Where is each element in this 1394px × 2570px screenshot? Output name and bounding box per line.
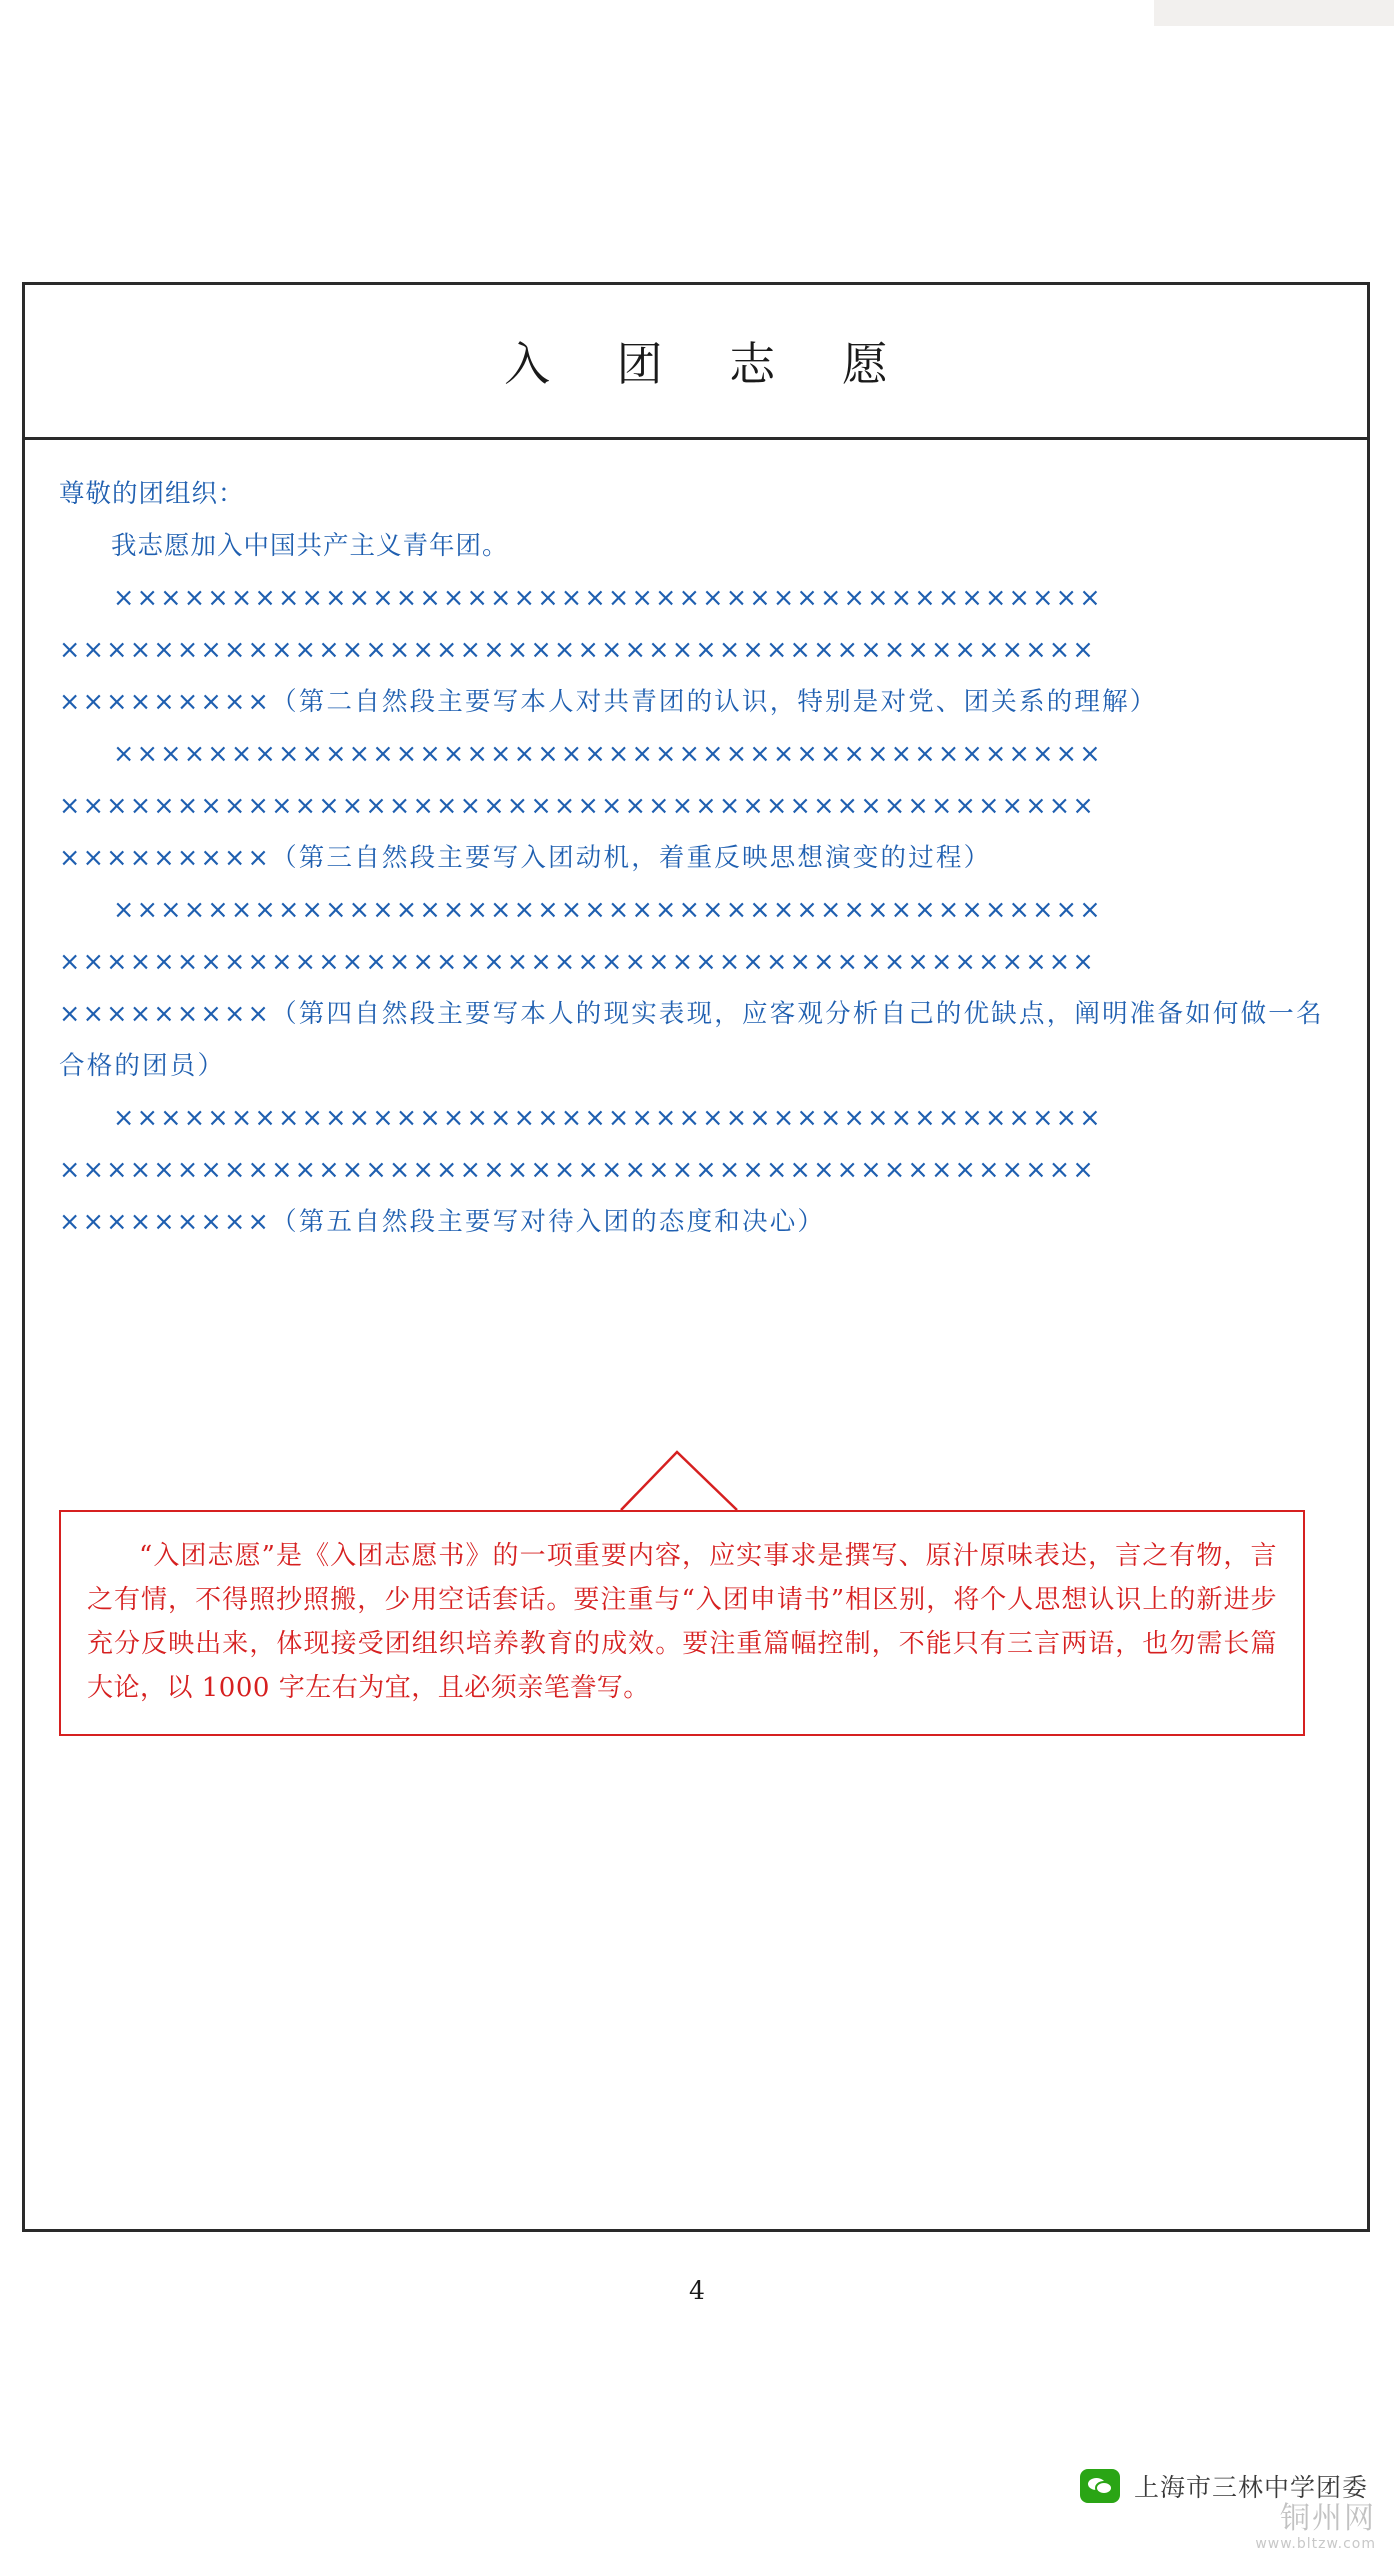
top-edge-band	[1154, 0, 1394, 26]
filler-line: ×××××××××	[59, 999, 272, 1029]
note-text: （第三自然段主要写入团动机，着重反映思想演变的过程）	[271, 843, 992, 873]
filler-line: ××××××××××××××××××××××××××××××××××××××××××××	[59, 791, 1096, 821]
filler-line: ××××××××××××××××××××××××××××××××××××××××××	[113, 895, 1103, 925]
salutation: 尊敬的团组织：	[59, 479, 245, 509]
callout-note	[59, 1510, 1305, 1736]
filler-line: ××××××××××××××××××××××××××××××××××××××××××××	[59, 1155, 1096, 1185]
footer-account	[1080, 2468, 1368, 2504]
document-frame	[22, 282, 1370, 2232]
wechat-icon	[1080, 2469, 1120, 2503]
filler-line: ××××××××××××××××××××××××××××××××××××××××××	[113, 739, 1103, 769]
account-name: 上海市三林中学团委	[1133, 2473, 1368, 2502]
filler-line: ×××××××××	[59, 687, 272, 717]
title-band	[25, 285, 1367, 440]
watermark	[1255, 2502, 1376, 2552]
note-text: （第四自然段主要写本人的现实表现，应客观分析自己的优缺点，阐明准备如何做一名合格的团员）	[59, 999, 1324, 1081]
opening-statement: 我志愿加入中国共产主义青年团。	[111, 531, 509, 561]
filler-line: ××××××××××××××××××××××××××××××××××××××××××××	[59, 947, 1096, 977]
document-body	[25, 440, 1367, 2232]
note-text: （第五自然段主要写对待入团的态度和决心）	[271, 1207, 826, 1237]
paragraph-note-5	[59, 1196, 1333, 1248]
paragraph-note-3	[59, 832, 1333, 884]
filler-line: ××××××××××××××××××××××××××××××××××××××××××	[113, 583, 1103, 613]
callout-pointer-icon	[619, 1450, 739, 1512]
filler-line: ×××××××××	[59, 1207, 272, 1237]
paragraph-note-2	[59, 676, 1333, 728]
filler-line: ××××××××××××××××××××××××××××××××××××××××××	[113, 1103, 1103, 1133]
note-text: （第二自然段主要写本人对共青团的认识，特别是对党、团关系的理解）	[271, 687, 1158, 717]
callout-container	[59, 1510, 1305, 1736]
page-title: 入 团 志 愿	[504, 337, 914, 391]
watermark-url: www.bltzw.com	[1255, 2536, 1376, 2552]
page-number: 4	[689, 2276, 705, 2305]
callout-text: “入团志愿”是《入团志愿书》的一项重要内容，应实事求是撰写、原汁原味表达，言之有物，言之有情，不得照抄照搬，少用空话套话。要注重与“入团申请书”相区别，将个人思想认识上的新进步充分反映出来，体现接受团组织培养教育的成效。要注重篇幅控制，不能只有三言两语，也勿需长篇大论，以 1000 字左右为宜，且必须亲笔誊写。	[87, 1541, 1277, 1703]
filler-line: ××××××××××××××××××××××××××××××××××××××××××××	[59, 635, 1096, 665]
filler-line: ×××××××××	[59, 843, 272, 873]
watermark-main: 铜州网	[1280, 2501, 1376, 2536]
paragraph-note-4	[59, 988, 1333, 1092]
